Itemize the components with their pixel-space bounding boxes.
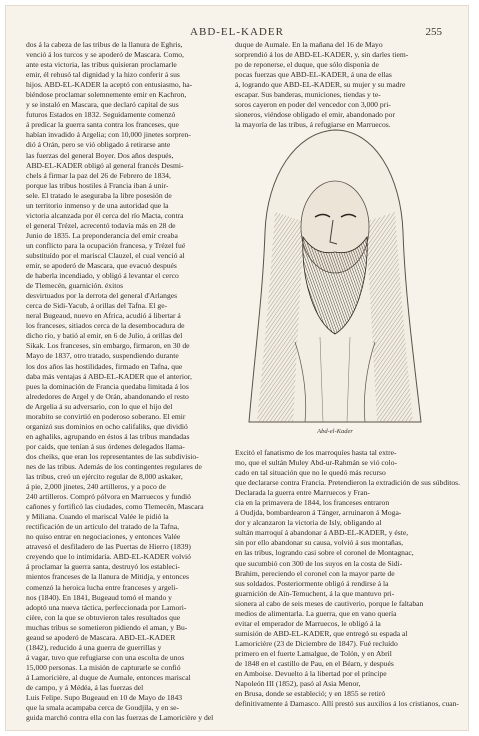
- text-line: substituído por el mariscal Clauzel, el cual venció al: [26, 250, 185, 260]
- text-line: morabito se convirtió en poderoso soberano. El emir: [26, 411, 186, 421]
- text-line: Luis Felipe. Supo Bugeaud en 10 de Mayo de 1843: [26, 693, 183, 703]
- text-line: que la smala acampaba cerca de Goudjila, y en se-: [26, 703, 180, 713]
- running-title: ABD-EL-KADER: [190, 26, 284, 38]
- text-line: las tribus, creó un ejército regular de 8,000 askaker,: [26, 472, 183, 482]
- text-line: Mayo de 1837, otro tratado, suspendiendo durante: [26, 351, 179, 361]
- text-line: ante esta victoria, las tribus quisieran proclamarle: [26, 60, 177, 70]
- portrait-illustration: [245, 122, 425, 427]
- text-line: Junio de 1835. La preponderancia del emir creaba: [26, 230, 178, 240]
- text-line: biéndose proclamar solemnemente emir en Kachron,: [26, 90, 187, 100]
- text-line: á proclamar la guerra santa, destruyó los estableci-: [26, 562, 180, 572]
- text-line: pocas fuerzas que ABD-EL-KADER, á una de ellas: [235, 70, 392, 80]
- figure-caption: Abd-el-Kader: [317, 428, 353, 435]
- text-line: nes de las tribus. Además de los contingentes regulares de: [26, 461, 202, 471]
- text-line: medios de alimentarla. La guerra, que en vano quería: [235, 608, 397, 618]
- text-line: (1842), reducido á una guerra de guerrillas y: [26, 642, 162, 652]
- right-text-column-bottom: [235, 448, 460, 709]
- text-line: nos (1840). En 1841, Bugeaud tomó el mando y: [26, 592, 172, 602]
- text-line: desvirtuados por la derrota del general d'Arlanges: [26, 291, 178, 301]
- text-line: de haberla incendiado, y obligó á levantar el cerco: [26, 271, 179, 281]
- text-line: pues la dominación de Francia quedaba limitada á los: [26, 381, 189, 391]
- text-line: y Miliana. Cuando el mariscal Valée le pidió la: [26, 512, 169, 522]
- text-line: duque de Aumale. En la mañana del 16 de Mayo: [235, 40, 383, 49]
- right-text-column-top: [235, 40, 442, 130]
- text-line: po de reponerse, el duque, que sólo disponía de: [235, 60, 379, 70]
- text-line: guida marchó contra ella con las fuerzas de Lamoricière y del: [26, 713, 214, 723]
- text-line: no quiso entrar en negociaciones, y entonces Valée: [26, 532, 181, 542]
- text-line: escapar. Sus banderas, municiones, tiendas y te-: [235, 90, 381, 100]
- text-line: porque las tribus hostiles á Francia iban á unir-: [26, 180, 169, 190]
- text-line: sioneros, viéndose obligado el emir, abandonado por: [235, 110, 395, 120]
- text-line: emir, él rehusó tal dignidad y la hizo conferir á sus: [26, 70, 180, 80]
- text-line: que declararse contra Francia. Pretendieron la extradición de sus súbditos.: [235, 478, 460, 488]
- text-line: geaud se apoderó de Mascara. ABD-EL-KADER: [26, 632, 176, 642]
- text-line: sionera al cabo de seis meses de cautiverio, porque le faltaban: [235, 598, 424, 608]
- left-text-column: [26, 40, 224, 723]
- text-line: de 1848 en el castillo de Pau, en el Béarn, y después: [235, 658, 394, 668]
- text-line: adoptó una nueva táctica, perfeccionada por Lamori-: [26, 602, 187, 612]
- text-line: Declarada la guerra entre Marruecos y Fran-: [235, 488, 370, 498]
- text-line: sus soldados. Posteriormente obligó á rendirse á la: [235, 578, 389, 588]
- text-line: creyendo que lo intimidaría. ABD-EL-KADER volvió: [26, 552, 191, 562]
- text-line: en las tribus, logrando casi sobre el coronel de Montagnac,: [235, 548, 414, 558]
- page-number: 255: [425, 26, 442, 38]
- text-line: victoria alcanzada por él cerca del río Macta, contra: [26, 210, 184, 220]
- text-line: en Brusa, donde se estableció; y en 1855 se retiró: [235, 689, 386, 699]
- text-line: mo, que el sultán Muley Abd-ur-Rahmán se vió colo-: [235, 458, 398, 468]
- text-line: cia en la primavera de 1844, los franceses entraron: [235, 498, 390, 508]
- text-line: muchas tribus se sometieron pidiendo el aman, y Bu-: [26, 622, 188, 632]
- text-line: definitivamente á Damasco. Allí prestó sus auxilios á los cristianos, cuan-: [235, 699, 459, 709]
- text-line: guarnición de Aïn-Temuchent, á la que mantuvo pri-: [235, 588, 395, 598]
- text-line: Lamoricière (23 de Diciembre de 1847). Fué recluído: [235, 638, 398, 648]
- text-line: comenzó la heroica lucha entre franceses y argeli-: [26, 582, 178, 592]
- text-line: habían invadido á Argelia; con 10,000 jinetes sorpren-: [26, 130, 191, 140]
- text-line: cerca de Sidi-Yacub, á orillas del Tafna. El ge-: [26, 301, 168, 311]
- text-line: cado en tal situación que no le quedó más recurso: [235, 468, 386, 478]
- text-line: evitar el emperador de Marruecos, le obligó á la: [235, 618, 381, 628]
- text-line: Napoleón III (1852), pasó al Asia Menor,: [235, 679, 361, 689]
- text-line: Excitó el fanatismo de los marroquíes hasta tal extre-: [235, 448, 397, 457]
- text-line: las fuerzas del general Boyer. Dos años después,: [26, 150, 174, 160]
- text-line: de Argelia á su adversario, con lo que el hijo del: [26, 401, 173, 411]
- text-line: 15,000 personas. La misión de capturarle se confió: [26, 662, 181, 672]
- text-line: venció á los turcos y se apoderó de Mascara. Como,: [26, 50, 184, 60]
- text-line: sorprendió á los de ABD-EL-KADER, y, sin darles tiem-: [235, 50, 409, 60]
- text-line: sin por ello abandonar su causa, volvió á sus montañas,: [235, 538, 404, 548]
- text-line: hijos. ABD-EL-KADER la aceptó con entusiasmo, ha-: [26, 80, 193, 90]
- text-line: daba más ventajas á ABD-EL-KADER que el anterior,: [26, 371, 192, 381]
- text-line: los dos años las hostilidades, firmado en Tafna, que: [26, 361, 183, 371]
- text-line: atravesó el desfiladero de las Puertas de Hierro (1839): [26, 542, 191, 552]
- text-line: dor y alcanzaron la victoria de Isly, obligando al: [235, 518, 382, 528]
- text-line: á, logrando que ABD-EL-KADER, su mujer y su madre: [235, 80, 406, 90]
- text-line: futuros Estados en 1832. Seguidamente comenzó: [26, 110, 176, 120]
- text-line: dos á la cabeza de las tribus de la llanura de Eghris,: [26, 40, 183, 49]
- text-line: dicho río, y batió al emir, en 6 de Julio, á orillas del: [26, 331, 183, 341]
- text-line: el general Trézel, acrecentó todavía más en 28 de: [26, 220, 176, 230]
- text-line: á vagar, tuvo que refugiarse con una escolta de unos: [26, 652, 185, 662]
- text-line: la mayoría de las tribus, á refugiarse en Marruecos.: [235, 120, 391, 130]
- text-line: 240 artilleros. Compró pólvora en Marruecos y fundió: [26, 492, 191, 502]
- text-line: dos cheiks, que eran los representantes de las subdivisio-: [26, 451, 199, 461]
- text-line: cière, con la que se obtuvieron tales resultados que: [26, 612, 181, 622]
- text-line: en Amboise. Devuelto á la libertad por el príncipe: [235, 669, 387, 679]
- text-line: sele. El tratado le aseguraba la libre posesión de: [26, 190, 172, 200]
- text-line: y se instaló en Mascara, que declaró capital de sus: [26, 100, 179, 110]
- text-line: ABD-EL-KADER obligó al general francés Desmi-: [26, 160, 184, 170]
- text-line: neral Bugeaud, nuevo en Africa, acudió á libertar á: [26, 311, 181, 321]
- text-line: en aghaliks, agrupando en éstos á las tribus mandadas: [26, 431, 190, 441]
- text-line: soros cayeron en poder del vencedor con 3,000 pri-: [235, 100, 391, 110]
- text-line: alrededores de Argel y de Orán, abandonando el resto: [26, 391, 189, 401]
- text-line: los franceses, sitiados cerca de la desembocadura de: [26, 321, 185, 331]
- text-line: cañones y fortificó las ciudades, como Tlemecén, Mascara: [26, 502, 204, 512]
- text-line: á pie, 2,000 jinetes, 240 artilleros, y a poco de: [26, 482, 166, 492]
- text-line: dió á Orán, pero se vió obligado á retirarse ante: [26, 140, 171, 150]
- text-line: un territorio inmenso y de una autoridad que la: [26, 200, 169, 210]
- text-line: por caids, que tenían á sus órdenes delegados llama-: [26, 441, 185, 451]
- text-line: á Lamoricière, al duque de Aumale, entonces mariscal: [26, 672, 191, 682]
- text-line: sultán marroquí á abandonar á ABD-EL-KADER, y éste,: [235, 528, 409, 538]
- text-line: chels á firmar la paz del 26 de Febrero de 1834,: [26, 170, 171, 180]
- text-line: un conflicto para la ocupación francesa, y Trézel fué: [26, 240, 186, 250]
- text-line: de Tlemecén, guarnición. éxitos: [26, 281, 124, 291]
- text-line: organizó sus dominios en ocho califaliks, que dividió: [26, 421, 188, 431]
- text-line: rectificación de un artículo del tratado de la Tafna,: [26, 522, 180, 532]
- text-line: Brahim, pereciendo el coronel con la mayor parte de: [235, 568, 395, 578]
- text-line: á predicar la guerra santa contra los franceses, que: [26, 120, 179, 130]
- text-line: emir, se apoderó de Mascara, que evacuó después: [26, 261, 177, 271]
- text-line: mientos franceses de la llanura de Mitidja, y entonces: [26, 572, 189, 582]
- text-line: que sucumbió con 300 de los suyos en la costa de Sidi-: [235, 558, 403, 568]
- text-line: sumisión de ABD-EL-KADER, que entregó su espada al: [235, 628, 408, 638]
- text-line: de campo, y á Médéa, á las fuerzas del: [26, 683, 144, 692]
- text-line: Sikak. Los franceses, sin embargo, firmaron, en 30 de: [26, 341, 190, 351]
- text-line: á Oudjda, bombardearon á Tánger, arruinaron á Moga-: [235, 508, 402, 518]
- text-line: primero en el fuerte Lamalgue, de Tolón, y en Abril: [235, 648, 392, 658]
